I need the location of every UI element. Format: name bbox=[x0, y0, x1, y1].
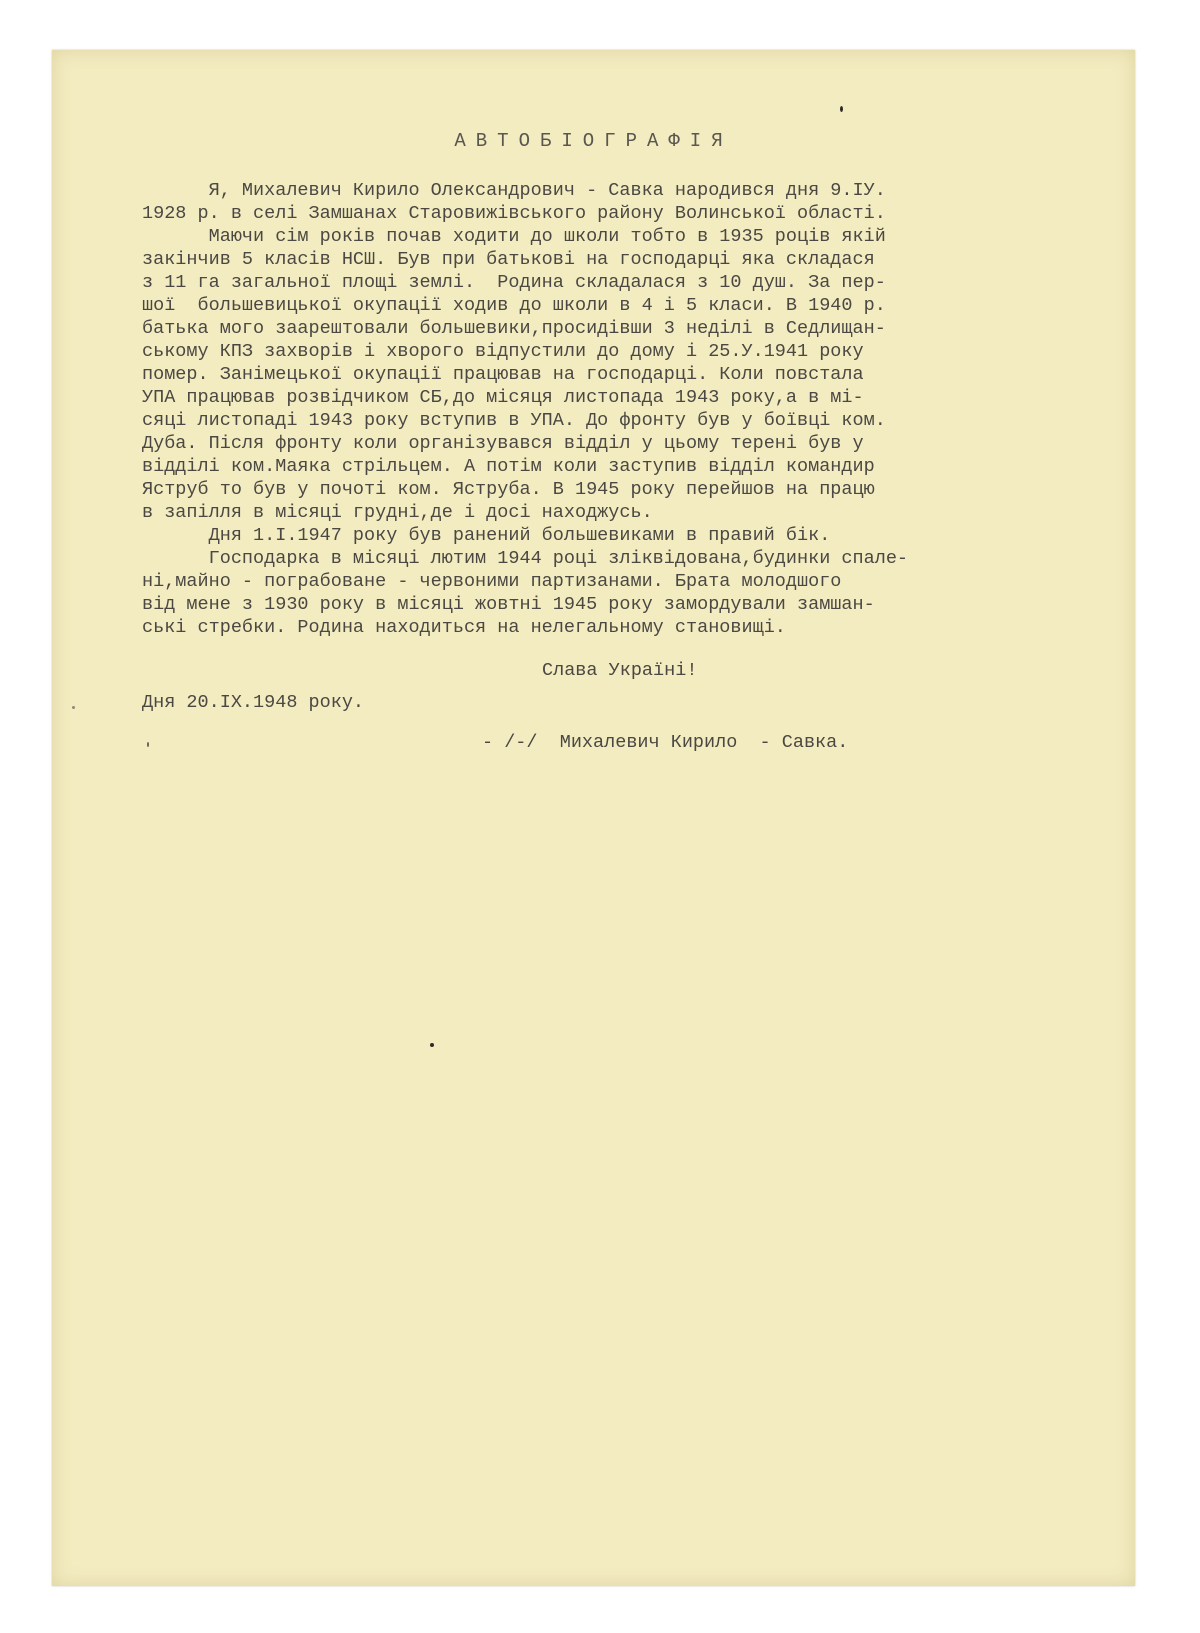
body-line: батька мого заарештовали большевики,просидівши 3 неділі в Седлищан- bbox=[142, 318, 886, 339]
body-line: Дня 1.І.1947 року був ранений большевиками в правий бік. bbox=[142, 525, 831, 546]
signature-line: - /-/ Михалевич Кирило - Савка. bbox=[482, 732, 849, 753]
body-line: помер. Занімецької окупації працював на господарці. Коли повстала bbox=[142, 364, 864, 385]
body-line: в запілля в місяці грудні,де і досі находжусь. bbox=[142, 502, 653, 523]
body-line: з 11 га загальної площі землі. Родина складалася з 10 душ. За пер- bbox=[142, 272, 886, 293]
document-title: АВТОБІОГРАФІЯ bbox=[454, 130, 733, 152]
body-line: Я, Михалевич Кирило Олександрович - Савка народився дня 9.ІУ. bbox=[142, 180, 886, 201]
body-line: Яструб то був у почоті ком. Яструба. В 1945 року перейшов на працю bbox=[142, 479, 875, 500]
body-line: від мене з 1930 року в місяці жовтні 1945 року замордували замшан- bbox=[142, 594, 875, 615]
body-line: закінчив 5 класів НСШ. Був при батькові на господарці яка складася bbox=[142, 249, 875, 270]
ink-speck bbox=[430, 1043, 434, 1047]
document-date: Дня 20.ІХ.1948 року. bbox=[142, 692, 365, 713]
ink-speck bbox=[147, 742, 149, 747]
ink-speck bbox=[840, 106, 843, 112]
body-line: ські стребки. Родина находиться на нелегальному становищі. bbox=[142, 617, 786, 638]
body-line: 1928 р. в селі Замшанах Старовижівського району Волинської області. bbox=[142, 203, 886, 224]
body-line: ському КПЗ захворів і хворого відпустили до дому і 25.У.1941 року bbox=[142, 341, 864, 362]
body-line: Маючи сім років почав ходити до школи тобто в 1935 роців якій bbox=[142, 226, 886, 247]
body-line: сяці листопаді 1943 року вступив в УПА. До фронту був у боївці ком. bbox=[142, 410, 886, 431]
body-line: шої большевицької окупації ходив до школи в 4 і 5 класи. В 1940 р. bbox=[142, 295, 886, 316]
body-line: УПА працював розвідчиком СБ,до місяця листопада 1943 року,а в мі- bbox=[142, 387, 864, 408]
body-line: Дуба. Після фронту коли організувався відділ у цьому терені був у bbox=[142, 433, 864, 454]
ink-speck bbox=[72, 706, 75, 709]
body-line: Господарка в місяці лютим 1944 році зліквідована,будинки спале- bbox=[142, 548, 909, 569]
body-line: ні,майно - пограбоване - червоними партизанами. Брата молодшого bbox=[142, 571, 842, 592]
document-page bbox=[52, 50, 1135, 1586]
closing-slogan: Слава Україні! bbox=[542, 660, 698, 681]
body-line: відділі ком.Маяка стрільцем. А потім коли заступив відділ командир bbox=[142, 456, 875, 477]
